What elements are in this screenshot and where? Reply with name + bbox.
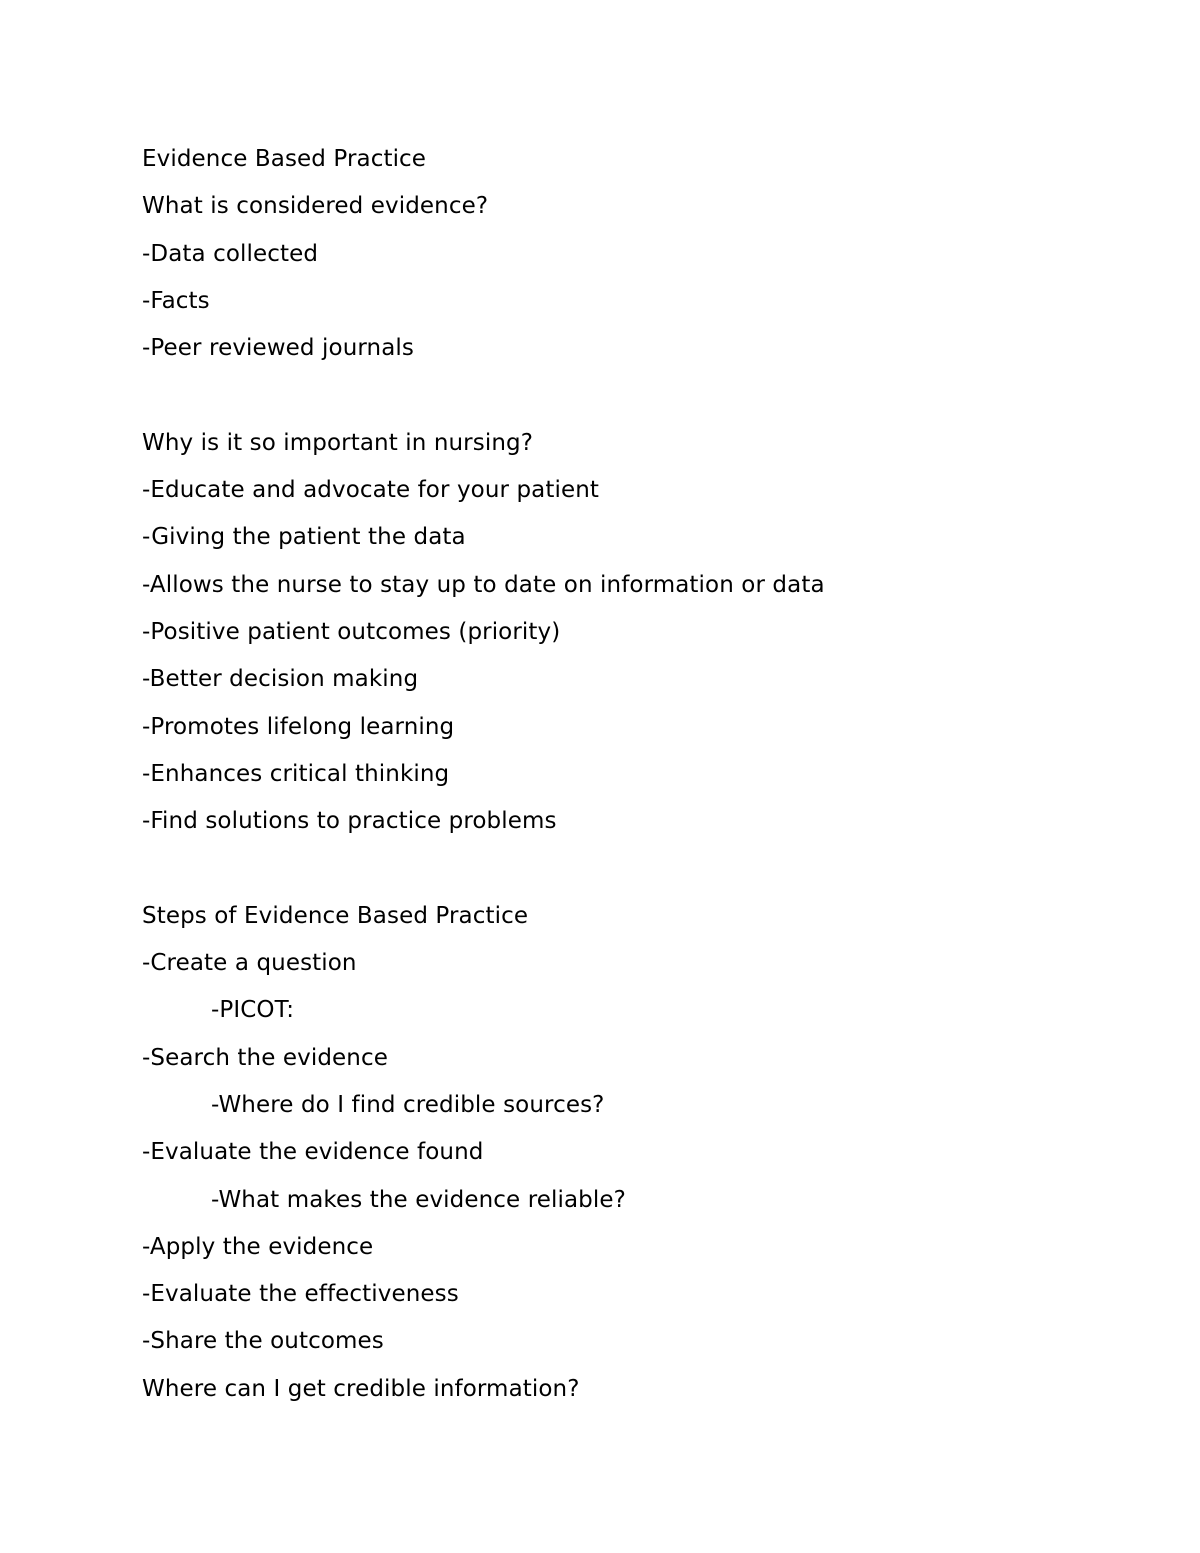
blank-line [142, 372, 1102, 419]
list-item: -Data collected [142, 240, 319, 267]
document-title: Evidence Based Practice [142, 146, 427, 172]
step-subitem: -Where do I find credible sources? [211, 1091, 605, 1118]
list-item: -Enhances critical thinking [142, 760, 450, 787]
section-heading-importance: Why is it so important in nursing? [142, 429, 533, 456]
step-item: -Search the evidence [142, 1044, 388, 1071]
section-heading-steps: Steps of Evidence Based Practice [142, 902, 529, 929]
step-item: -Apply the evidence [142, 1233, 374, 1260]
list-item: -Better decision making [142, 666, 419, 693]
list-item: -Find solutions to practice problems [142, 808, 557, 835]
step-item: -Share the outcomes [142, 1328, 384, 1355]
list-item: -Peer reviewed journals [142, 335, 414, 362]
step-subitem: -What makes the evidence reliable? [211, 1186, 626, 1213]
list-item: -Giving the patient the data [142, 524, 466, 551]
blank-line [142, 845, 1102, 892]
list-item: -Promotes lifelong learning [142, 713, 455, 740]
document-body [142, 136, 1102, 1413]
section-heading-evidence: What is considered evidence? [142, 193, 489, 220]
step-item: -Evaluate the effectiveness [142, 1281, 459, 1308]
list-item: -Facts [142, 287, 210, 314]
list-item: -Positive patient outcomes (priority) [142, 618, 561, 645]
closing-question: Where can I get credible information? [142, 1375, 580, 1402]
list-item: -Allows the nurse to stay up to date on information or data [142, 571, 825, 598]
step-item: -Create a question [142, 950, 357, 977]
step-subitem: -PICOT: [211, 997, 295, 1024]
step-item: -Evaluate the evidence found [142, 1139, 484, 1166]
list-item: -Educate and advocate for your patient [142, 477, 600, 504]
